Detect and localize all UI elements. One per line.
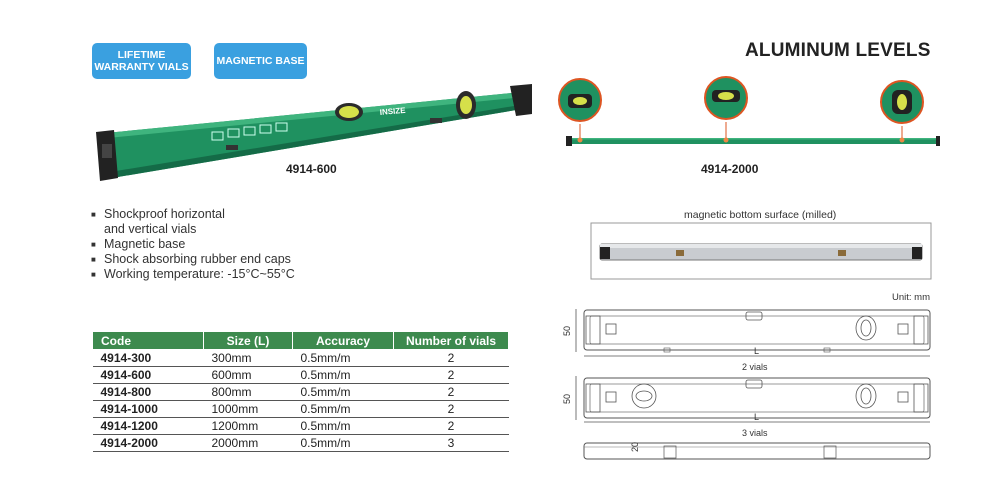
table-row: [93, 401, 509, 418]
cell-code: 4914-300: [93, 350, 204, 367]
cell-vials: 2: [394, 350, 509, 367]
feature-item: ■ Magnetic base: [91, 237, 295, 252]
model-label-left: 4914-600: [286, 162, 337, 176]
length-dim-label: L: [754, 412, 760, 422]
cell-size: 2000mm: [204, 435, 293, 452]
bottom-height-label: 20: [630, 441, 640, 452]
cell-size: 600mm: [204, 367, 293, 384]
cell-code: 4914-600: [93, 367, 204, 384]
badge-lifetime-warranty: LIFETIME WARRANTY VIALS: [92, 43, 191, 79]
drawing-3-vials: [560, 372, 942, 442]
table-row: [93, 435, 509, 452]
cell-vials: 2: [394, 401, 509, 418]
cell-vials: 2: [394, 384, 509, 401]
cell-vials: 3: [394, 435, 509, 452]
cell-size: 1000mm: [204, 401, 293, 418]
model-label-right: 4914-2000: [701, 162, 759, 176]
cell-code: 4914-2000: [93, 435, 204, 452]
cell-accuracy: 0.5mm/m: [293, 350, 394, 367]
cell-vials: 2: [394, 367, 509, 384]
caption-3-vials: 3 vials: [742, 428, 768, 438]
brand-logo-text: INSIZE: [379, 105, 406, 117]
cell-code: 4914-800: [93, 384, 204, 401]
feature-item: ■ Shockproof horizontal and vertical vials: [91, 207, 295, 237]
cell-accuracy: 0.5mm/m: [293, 435, 394, 452]
magnetic-caption: magnetic bottom surface (milled): [684, 209, 837, 221]
cell-code: 4914-1200: [93, 418, 204, 435]
col-accuracy: Accuracy: [293, 332, 394, 350]
table-row: [93, 367, 509, 384]
cell-accuracy: 0.5mm/m: [293, 418, 394, 435]
unit-label: Unit: mm: [892, 292, 930, 303]
badge-magnetic-base: MAGNETIC BASE: [214, 43, 307, 79]
feature-item: ■ Working temperature: -15°C~55°C: [91, 267, 295, 282]
cell-vials: 2: [394, 418, 509, 435]
page-title: ALUMINUM LEVELS: [745, 40, 931, 61]
drawing-bottom-view: [560, 438, 942, 468]
caption-2-vials: 2 vials: [742, 362, 768, 372]
cell-accuracy: 0.5mm/m: [293, 384, 394, 401]
height-dim-label: 50: [562, 325, 572, 336]
cell-accuracy: 0.5mm/m: [293, 401, 394, 418]
table-row: [93, 350, 509, 367]
cell-size: 1200mm: [204, 418, 293, 435]
table-header-row: [93, 332, 509, 350]
drawing-2-vials: [560, 304, 942, 376]
level-4914-2000-image: [556, 72, 940, 162]
col-size: Size (L): [204, 332, 293, 350]
feature-item: ■ Shock absorbing rubber end caps: [91, 252, 295, 267]
cell-size: 800mm: [204, 384, 293, 401]
col-vials: Number of vials: [394, 332, 509, 350]
cell-accuracy: 0.5mm/m: [293, 367, 394, 384]
table-row: [93, 418, 509, 435]
magnetic-bottom-image: [590, 222, 932, 280]
spec-table: [92, 331, 509, 452]
feature-list: [91, 207, 295, 282]
table-row: [93, 384, 509, 401]
cell-code: 4914-1000: [93, 401, 204, 418]
height-dim-label: 50: [562, 393, 572, 404]
length-dim-label: L: [754, 346, 760, 356]
cell-size: 300mm: [204, 350, 293, 367]
col-code: Code: [93, 332, 204, 350]
